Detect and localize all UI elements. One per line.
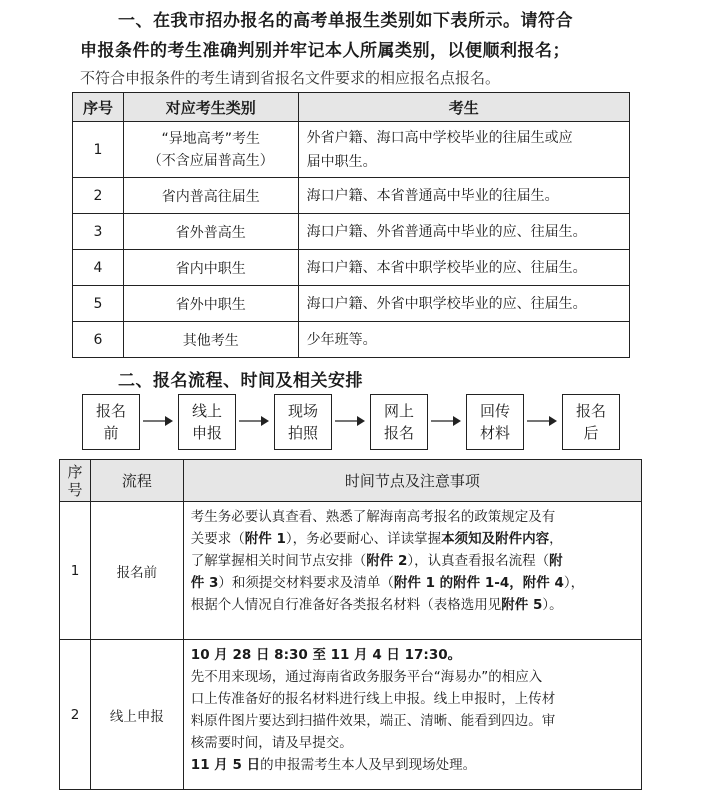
- row-step: 报名前: [90, 502, 183, 640]
- flow-step-line1: 线上: [191, 402, 222, 420]
- table-header-row: [60, 460, 642, 502]
- table-row: [73, 250, 630, 286]
- row-category: 省内普高往届生: [123, 178, 298, 214]
- notes-line: 口上传准备好的报名材料进行线上申报。线上申报时，上传材: [190, 691, 556, 707]
- header-category: 对应考生类别: [123, 93, 298, 122]
- row-num: 3: [73, 214, 124, 250]
- notes-line: 核需要时间，请及早提交。: [190, 735, 353, 751]
- arrow-right-icon: [430, 414, 462, 428]
- row-num: 6: [73, 322, 124, 358]
- table-header-row: [73, 93, 630, 122]
- flow-step-line1: 网上: [383, 402, 414, 420]
- table-row: [73, 322, 630, 358]
- row-desc: 海口户籍、本省普通高中毕业的往届生。: [298, 178, 629, 214]
- row-desc-line2: 届中职生。: [306, 153, 377, 170]
- flow-step-line1: 现场: [287, 402, 318, 420]
- row-category: 其他考生: [123, 322, 298, 358]
- section1-heading-line2: 申报条件的考生准确判别并牢记本人所属类别，以便顺利报名；: [80, 41, 570, 61]
- notes-line: 关要求（附件 1），务必要耐心、详读掌握本须知及附件内容，: [190, 531, 563, 547]
- notes-line: 了解掌握相关时间节点安排（附件 2），认真查看报名流程（附: [190, 553, 563, 569]
- row-num: 2: [73, 178, 124, 214]
- header-step: 流程: [90, 460, 183, 502]
- notes-line: 件 3）和须提交材料要求及清单（附件 1 的附件 1-4，附件 4），: [190, 575, 585, 591]
- row-category: 省内中职生: [123, 250, 298, 286]
- arrow-right-icon: [238, 414, 270, 428]
- row-category: 省外普高生: [123, 214, 298, 250]
- header-student: 考生: [298, 93, 629, 122]
- row-category: 省外中职生: [123, 286, 298, 322]
- table-row: [73, 178, 630, 214]
- row-num: 1: [60, 502, 91, 640]
- flow-step-line1: 回传: [479, 402, 510, 420]
- row-category: [123, 122, 298, 178]
- notes-line: 料原件图片要达到扫描件效果，端正、清晰、能看到四边。审: [190, 713, 556, 729]
- row-num: 4: [73, 250, 124, 286]
- header-notes: 时间节点及注意事项: [183, 460, 641, 502]
- row-num: 1: [73, 122, 124, 178]
- row-category-line2: （不含应届普高生）: [147, 152, 274, 169]
- flow-step-line2: 前: [103, 424, 119, 442]
- row-notes: [183, 640, 641, 790]
- notes-time: 10 月 28 日 8:30 至 11 月 4 日 17:30。: [190, 647, 462, 663]
- row-num: 5: [73, 286, 124, 322]
- header-num: 序号: [73, 93, 124, 122]
- row-num: 2: [60, 640, 91, 790]
- header-num-line1: 序: [67, 462, 83, 481]
- section1-heading-line1: 一、在我市招办报名的高考单报生类别如下表所示。请符合: [118, 11, 573, 31]
- flow-step-line2: 报名: [383, 424, 414, 442]
- flow-step-web-registration: [370, 394, 428, 450]
- notes-line: 先不用来现场，通过海南省政务服务平台“海易办”的相应入: [190, 669, 543, 685]
- row-desc: 海口户籍、外省普通高中毕业的应、往届生。: [298, 214, 629, 250]
- table-row: [73, 214, 630, 250]
- notes-line: 11 月 5 日的申报需考生本人及早到现场处理。: [190, 757, 477, 773]
- flow-step-line2: 材料: [479, 424, 510, 442]
- process-table: [59, 459, 642, 790]
- header-num-line2: 号: [67, 480, 83, 499]
- flow-step-line2: 申报: [191, 424, 222, 442]
- flow-step-upload-materials: [466, 394, 524, 450]
- row-desc: 海口户籍、本省中职学校毕业的应、往届生。: [298, 250, 629, 286]
- arrow-right-icon: [334, 414, 366, 428]
- category-table: [72, 92, 630, 358]
- row-notes: [183, 502, 641, 640]
- row-desc: 少年班等。: [298, 322, 629, 358]
- row-category-line1: “异地高考”考生: [161, 130, 261, 147]
- flow-step-line1: 报名: [95, 402, 126, 420]
- flow-step-line2: 后: [583, 424, 599, 442]
- row-desc-line1: 外省户籍、海口高中学校毕业的往届生或应: [306, 129, 573, 146]
- row-desc: 海口户籍、外省中职学校毕业的应、往届生。: [298, 286, 629, 322]
- row-step: 线上申报: [90, 640, 183, 790]
- flow-step-after-registration: [562, 394, 620, 450]
- flow-step-line1: 报名: [575, 402, 606, 420]
- section1-note: 不符合申报条件的考生请到省报名文件要求的相应报名点报名。: [80, 69, 501, 87]
- table-row: [60, 502, 642, 640]
- notes-line: 考生务必要认真查看、熟悉了解海南高考报名的政策规定及有: [190, 509, 556, 525]
- notes-line: 根据个人情况自行准备好各类报名材料（表格选用见附件 5）。: [190, 597, 563, 613]
- arrow-right-icon: [526, 414, 558, 428]
- flow-step-online-application: [178, 394, 236, 450]
- table-row: [60, 640, 642, 790]
- arrow-right-icon: [142, 414, 174, 428]
- header-num: [60, 460, 91, 502]
- flow-step-onsite-photo: [274, 394, 332, 450]
- table-row: [73, 286, 630, 322]
- section2-heading: 二、报名流程、时间及相关安排: [118, 371, 363, 391]
- flow-step-before-registration: [82, 394, 140, 450]
- flow-step-line2: 拍照: [287, 424, 318, 442]
- row-desc: [298, 122, 629, 178]
- table-row: [73, 122, 630, 178]
